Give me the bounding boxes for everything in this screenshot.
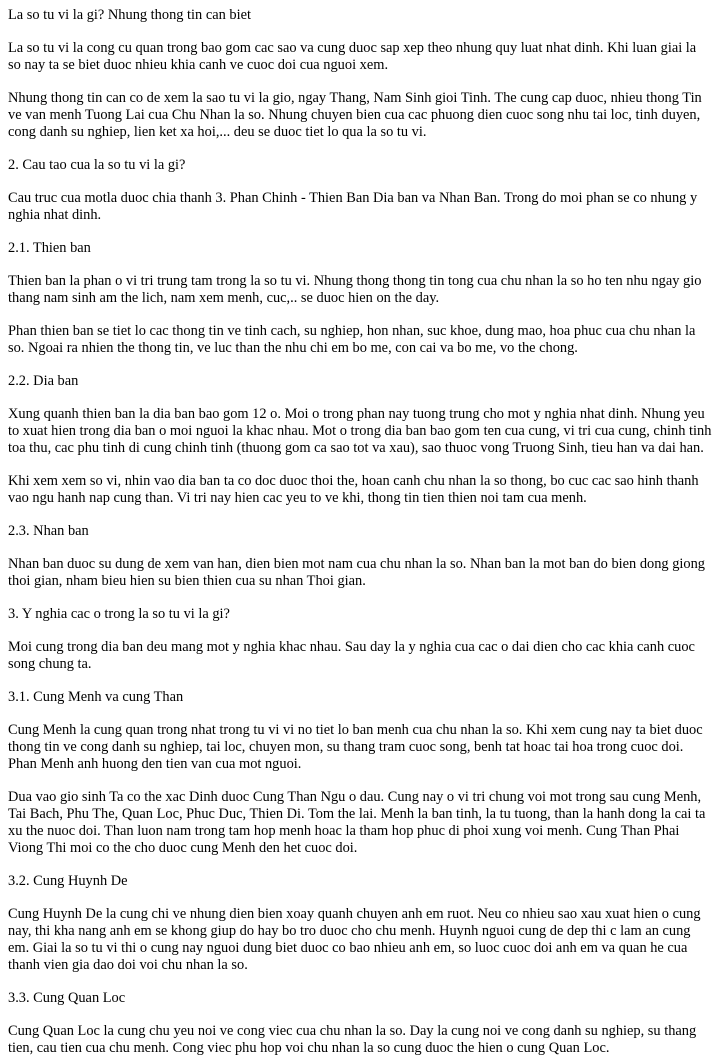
cung-quan-loc-paragraph: Cung Quan Loc la cung chu yeu noi ve cong viec cua chu nhan la so. Day la cung noi ve cong danh su nghiep, su thang tien, cau tien cua chu menh. Cong viec phu hop voi chu nhan la so cung duoc the hien o cung Quan Loc. xyxy=(8,1023,697,1056)
subheading-dia-ban: 2.2. Dia ban xyxy=(8,373,79,389)
subheading-nhan-ban: 2.3. Nhan ban xyxy=(8,523,89,539)
cung-menh-paragraph-1: Cung Menh la cung quan trong nhat trong tu vi vi no tiet lo ban menh cua chu nhan la so. Khi xem cung nay ta biet duoc thong tin ve cong danh su nghiep, tai loc, chuyen mon, su thang tram cuoc song, benh tat hoac tai hoa trong cuoc doi. Phan Menh anh huong den tien van cua mot nguoi. xyxy=(8,722,703,772)
nhan-ban-paragraph: Nhan ban duoc su dung de xem van han, dien bien mot nam cua chu nhan la so. Nhan ban la mot ban do bien dong giong thoi gian, nham bieu hien su bien thien cua su nhan Thoi gian. xyxy=(8,556,705,589)
structure-paragraph: Cau truc cua motla duoc chia thanh 3. Phan Chinh - Thien Ban Dia ban va Nhan Ban. Trong do moi phan se co nhung y nghia nhat dinh. xyxy=(8,190,698,223)
subheading-thien-ban: 2.1. Thien ban xyxy=(8,240,91,256)
dia-ban-paragraph-2: Khi xem xem so vi, nhin vao dia ban ta co doc duoc thoi the, hoan canh chu nhan la so thong, bo cuc cac sao hinh thanh vao ngu hanh nap cung than. Vi tri nay hien cac yeu to ve khi, thong tin tien thien noi tam cua menh. xyxy=(8,473,699,506)
section-heading-meaning: 3. Y nghia cac o trong la so tu vi la gi? xyxy=(8,606,230,622)
info-paragraph: Nhung thong tin can co de xem la sao tu vi la gio, ngay Thang, Nam Sinh gioi Tinh. The cung cap duoc, nhieu thong Tin ve van menh Tuong Lai cua Chu Nhan la so. Nhung chuyen bien cua cac phuong dien cuoc song nhu tai loc, tinh duyen, cong danh su nghiep, lien ket xa hoi,... deu se duoc tiet lo qua la so tu vi. xyxy=(8,90,702,140)
cung-huynh-de-paragraph: Cung Huynh De la cung chi ve nhung dien bien xoay quanh chuyen anh em ruot. Neu co nhieu sao xau xuat hien o cung nay, thi kha nang anh em se khong giup do hay bo tro duoc cho chu menh. Huynh nguoi cung de dep thi c lam an cung em. Giai la so tu vi thi o cung nay nguoi dung biet duoc co bao nhieu anh em, so luoc cuoc doi anh em va quan he cua thanh vien gia dao doi voi chu nhan la so. xyxy=(8,906,701,973)
document-title: La so tu vi la gi? Nhung thong tin can biet xyxy=(8,7,251,23)
subheading-cung-huynh-de: 3.2. Cung Huynh De xyxy=(8,873,128,889)
subheading-cung-quan-loc: 3.3. Cung Quan Loc xyxy=(8,990,126,1006)
intro-paragraph: La so tu vi la cong cu quan trong bao gom cac sao va cung duoc sap xep theo nhung quy luat nhat dinh. Khi luan giai la so nay ta se biet duoc nhieu khia canh ve cuoc doi cua nguoi xem. xyxy=(8,40,697,73)
dia-ban-paragraph-1: Xung quanh thien ban la dia ban bao gom 12 o. Moi o trong phan nay tuong trung cho mot y nghia nhat dinh. Nhung yeu to xuat hien trong dia ban o moi nguoi la khac nhau. Mot o trong dia ban bao gom ten cua cung, vi tri cua cung, chinh tinh toa thu, cac phu tinh di cung chinh tinh (thuong gom ca sao tot va xau), sao thuoc vong Truong Sinh, tieu han va dai han. xyxy=(8,406,712,456)
thien-ban-paragraph-1: Thien ban la phan o vi tri trung tam trong la so tu vi. Nhung thong thong tin tong cua chu nhan la so ho ten nhu ngay gio thang nam sinh am the lich, nam xem menh, cuc,.. se duoc hien on the day. xyxy=(8,273,702,306)
thien-ban-paragraph-2: Phan thien ban se tiet lo cac thong tin ve tinh cach, su nghiep, hon nhan, suc khoe, dung mao, hoa phuc cua chu nhan la so. Ngoai ra nhien the thong tin, ve luc than the nhu chi em bo me, con cai va bo me, vo the chong. xyxy=(8,323,696,356)
subheading-cung-menh: 3.1. Cung Menh va cung Than xyxy=(8,689,184,705)
meaning-paragraph: Moi cung trong dia ban deu mang mot y nghia khac nhau. Sau day la y nghia cua cac o dai dien cho cac khia canh cuoc song chung ta. xyxy=(8,639,695,672)
section-heading-structure: 2. Cau tao cua la so tu vi la gi? xyxy=(8,157,186,173)
cung-menh-paragraph-2: Dua vao gio sinh Ta co the xac Dinh duoc Cung Than Ngu o dau. Cung nay o vi tri chung voi mot trong sau cung Menh, Tai Bach, Phu The, Quan Loc, Phuc Duc, Thien Di. Tom the lai. Menh la ban tinh, la tu tuong, than la hanh dong la cai ta xu the nuoc doi. Than luon nam trong tam hop menh hoac la tham hop phuc di phoi xung voi menh. Cung Than Phai Viong Thi moi co the cho duoc cung Menh den het cuoc doi. xyxy=(8,789,706,856)
